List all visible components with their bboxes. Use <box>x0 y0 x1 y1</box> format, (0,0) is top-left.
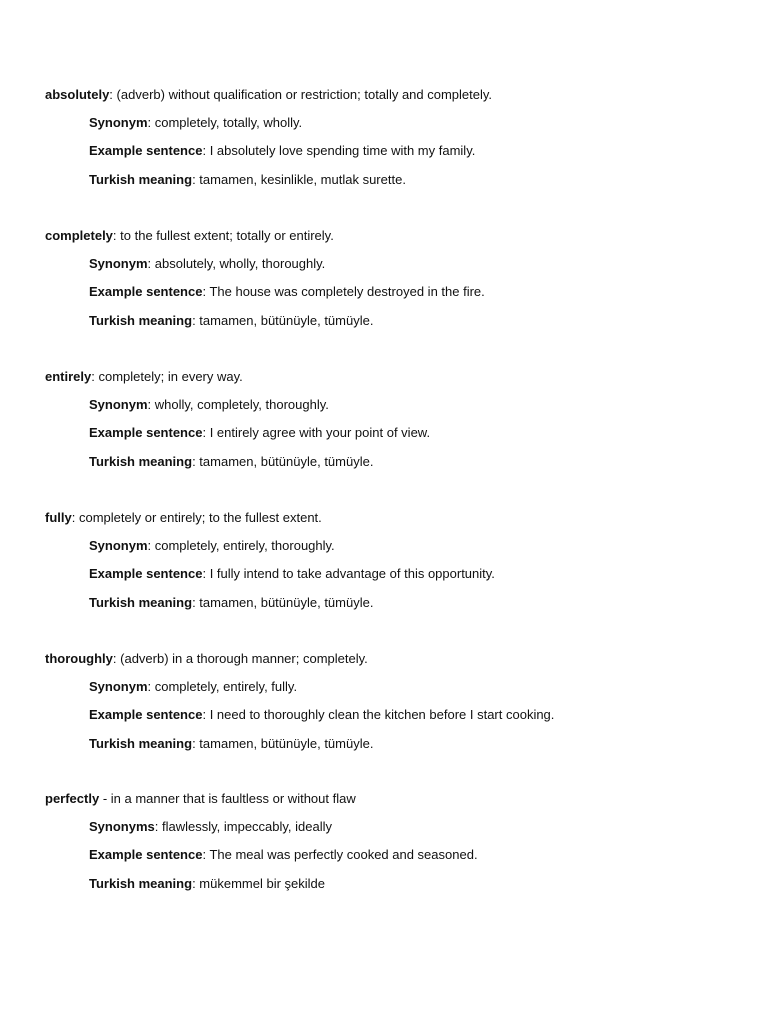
synonym-text: completely, totally, wholly. <box>154 115 303 131</box>
entry-headline <box>45 369 745 397</box>
turkish-label: Turkish meaning <box>89 453 193 469</box>
turkish-text: tamamen, kesinlikle, mutlak surette. <box>199 171 406 187</box>
separator: : <box>71 510 76 525</box>
synonym-text: completely, entirely, thoroughly. <box>154 538 335 554</box>
turkish-text: tamamen, bütünüyle, tümüyle. <box>199 594 374 610</box>
example-line: Example sentence: The meal was perfectly cooked and seasoned. <box>89 847 478 863</box>
example-line: Example sentence: I entirely agree with your point of view. <box>89 425 431 441</box>
entry-headline <box>45 228 745 256</box>
turkish-line: Turkish meaning: mükemmel bir şekilde <box>89 875 325 891</box>
synonym-line: Synonym: completely, entirely, thoroughly. <box>89 538 335 554</box>
example-text: I need to thoroughly clean the kitchen before I start cooking. <box>209 707 555 723</box>
headword: thoroughly <box>45 651 113 666</box>
synonym-label: Synonym <box>89 397 148 413</box>
synonym-text: absolutely, wholly, thoroughly. <box>154 256 326 272</box>
headword: fully <box>45 510 72 525</box>
turkish-text: tamamen, bütünüyle, tümüyle. <box>199 453 374 469</box>
example-text: I fully intend to take advantage of this opportunity. <box>209 566 495 582</box>
turkish-text: tamamen, bütünüyle, tümüyle. <box>199 735 374 751</box>
turkish-text: tamamen, bütünüyle, tümüyle. <box>199 312 374 328</box>
headword: perfectly <box>45 791 100 806</box>
synonym-label: Synonym <box>89 538 148 554</box>
synonym-label: Synonym <box>89 115 148 131</box>
example-label: Example sentence <box>89 143 203 159</box>
turkish-line: Turkish meaning: tamamen, kesinlikle, mutlak surette. <box>89 171 406 187</box>
turkish-label: Turkish meaning <box>89 875 193 891</box>
synonym-line: Synonym: wholly, completely, thoroughly. <box>89 397 329 413</box>
example-text: I entirely agree with your point of view. <box>209 425 431 441</box>
example-text: The meal was perfectly cooked and seasoned. <box>209 847 478 863</box>
entry-headline <box>45 510 745 538</box>
entry-fully <box>45 510 745 623</box>
synonym-line: Synonyms: flawlessly, impeccably, ideally <box>89 819 333 835</box>
turkish-label: Turkish meaning <box>89 735 193 751</box>
example-line: Example sentence: I absolutely love spending time with my family. <box>89 143 476 159</box>
definition: completely or entirely; to the fullest extent. <box>78 510 322 525</box>
turkish-line: Turkish meaning: tamamen, bütünüyle, tümüyle. <box>89 453 374 469</box>
synonym-line: Synonym: completely, entirely, fully. <box>89 679 298 695</box>
entry-thoroughly <box>45 651 745 764</box>
definition: (adverb) in a thorough manner; completely. <box>120 651 368 666</box>
example-line: Example sentence: I fully intend to take advantage of this opportunity. <box>89 566 495 582</box>
synonym-label: Synonyms <box>89 819 155 835</box>
example-label: Example sentence <box>89 566 203 582</box>
definition: (adverb) without qualification or restriction; totally and completely. <box>116 87 493 102</box>
entry-headline <box>45 87 745 115</box>
turkish-line: Turkish meaning: tamamen, bütünüyle, tümüyle. <box>89 312 374 328</box>
headword: entirely <box>45 369 92 384</box>
turkish-line: Turkish meaning: tamamen, bütünüyle, tümüyle. <box>89 594 374 610</box>
synonym-label: Synonym <box>89 679 148 695</box>
turkish-label: Turkish meaning <box>89 171 193 187</box>
example-text: The house was completely destroyed in the fire. <box>209 284 485 300</box>
separator: - <box>99 791 108 806</box>
turkish-line: Turkish meaning: tamamen, bütünüyle, tümüyle. <box>89 735 374 751</box>
turkish-label: Turkish meaning <box>89 594 193 610</box>
separator: : <box>112 651 117 666</box>
entry-completely <box>45 228 745 341</box>
turkish-label: Turkish meaning <box>89 312 193 328</box>
separator: : <box>112 228 117 243</box>
headword: absolutely <box>45 87 110 102</box>
example-label: Example sentence <box>89 284 203 300</box>
synonym-text: completely, entirely, fully. <box>154 679 298 695</box>
entry-absolutely <box>45 87 745 200</box>
example-label: Example sentence <box>89 707 203 723</box>
entry-perfectly <box>45 791 745 904</box>
turkish-text: mükemmel bir şekilde <box>199 875 325 891</box>
example-label: Example sentence <box>89 847 203 863</box>
entry-headline <box>45 791 745 819</box>
synonym-label: Synonym <box>89 256 148 272</box>
synonym-line: Synonym: completely, totally, wholly. <box>89 115 303 131</box>
definition: to the fullest extent; totally or entirely. <box>120 228 334 243</box>
synonym-text: wholly, completely, thoroughly. <box>154 397 329 413</box>
headword: completely <box>45 228 113 243</box>
definition: completely; in every way. <box>98 369 243 384</box>
separator: : <box>91 369 95 384</box>
synonym-text: flawlessly, impeccably, ideally <box>161 819 333 835</box>
example-line: Example sentence: The house was completely destroyed in the fire. <box>89 284 485 300</box>
synonym-line: Synonym: absolutely, wholly, thoroughly. <box>89 256 326 272</box>
example-label: Example sentence <box>89 425 203 441</box>
example-text: I absolutely love spending time with my family. <box>209 143 476 159</box>
separator: : <box>109 87 113 102</box>
definition: in a manner that is faultless or without flaw <box>110 791 356 806</box>
entry-headline <box>45 651 745 679</box>
example-line: Example sentence: I need to thoroughly clean the kitchen before I start cooking. <box>89 707 555 723</box>
entry-entirely <box>45 369 745 482</box>
